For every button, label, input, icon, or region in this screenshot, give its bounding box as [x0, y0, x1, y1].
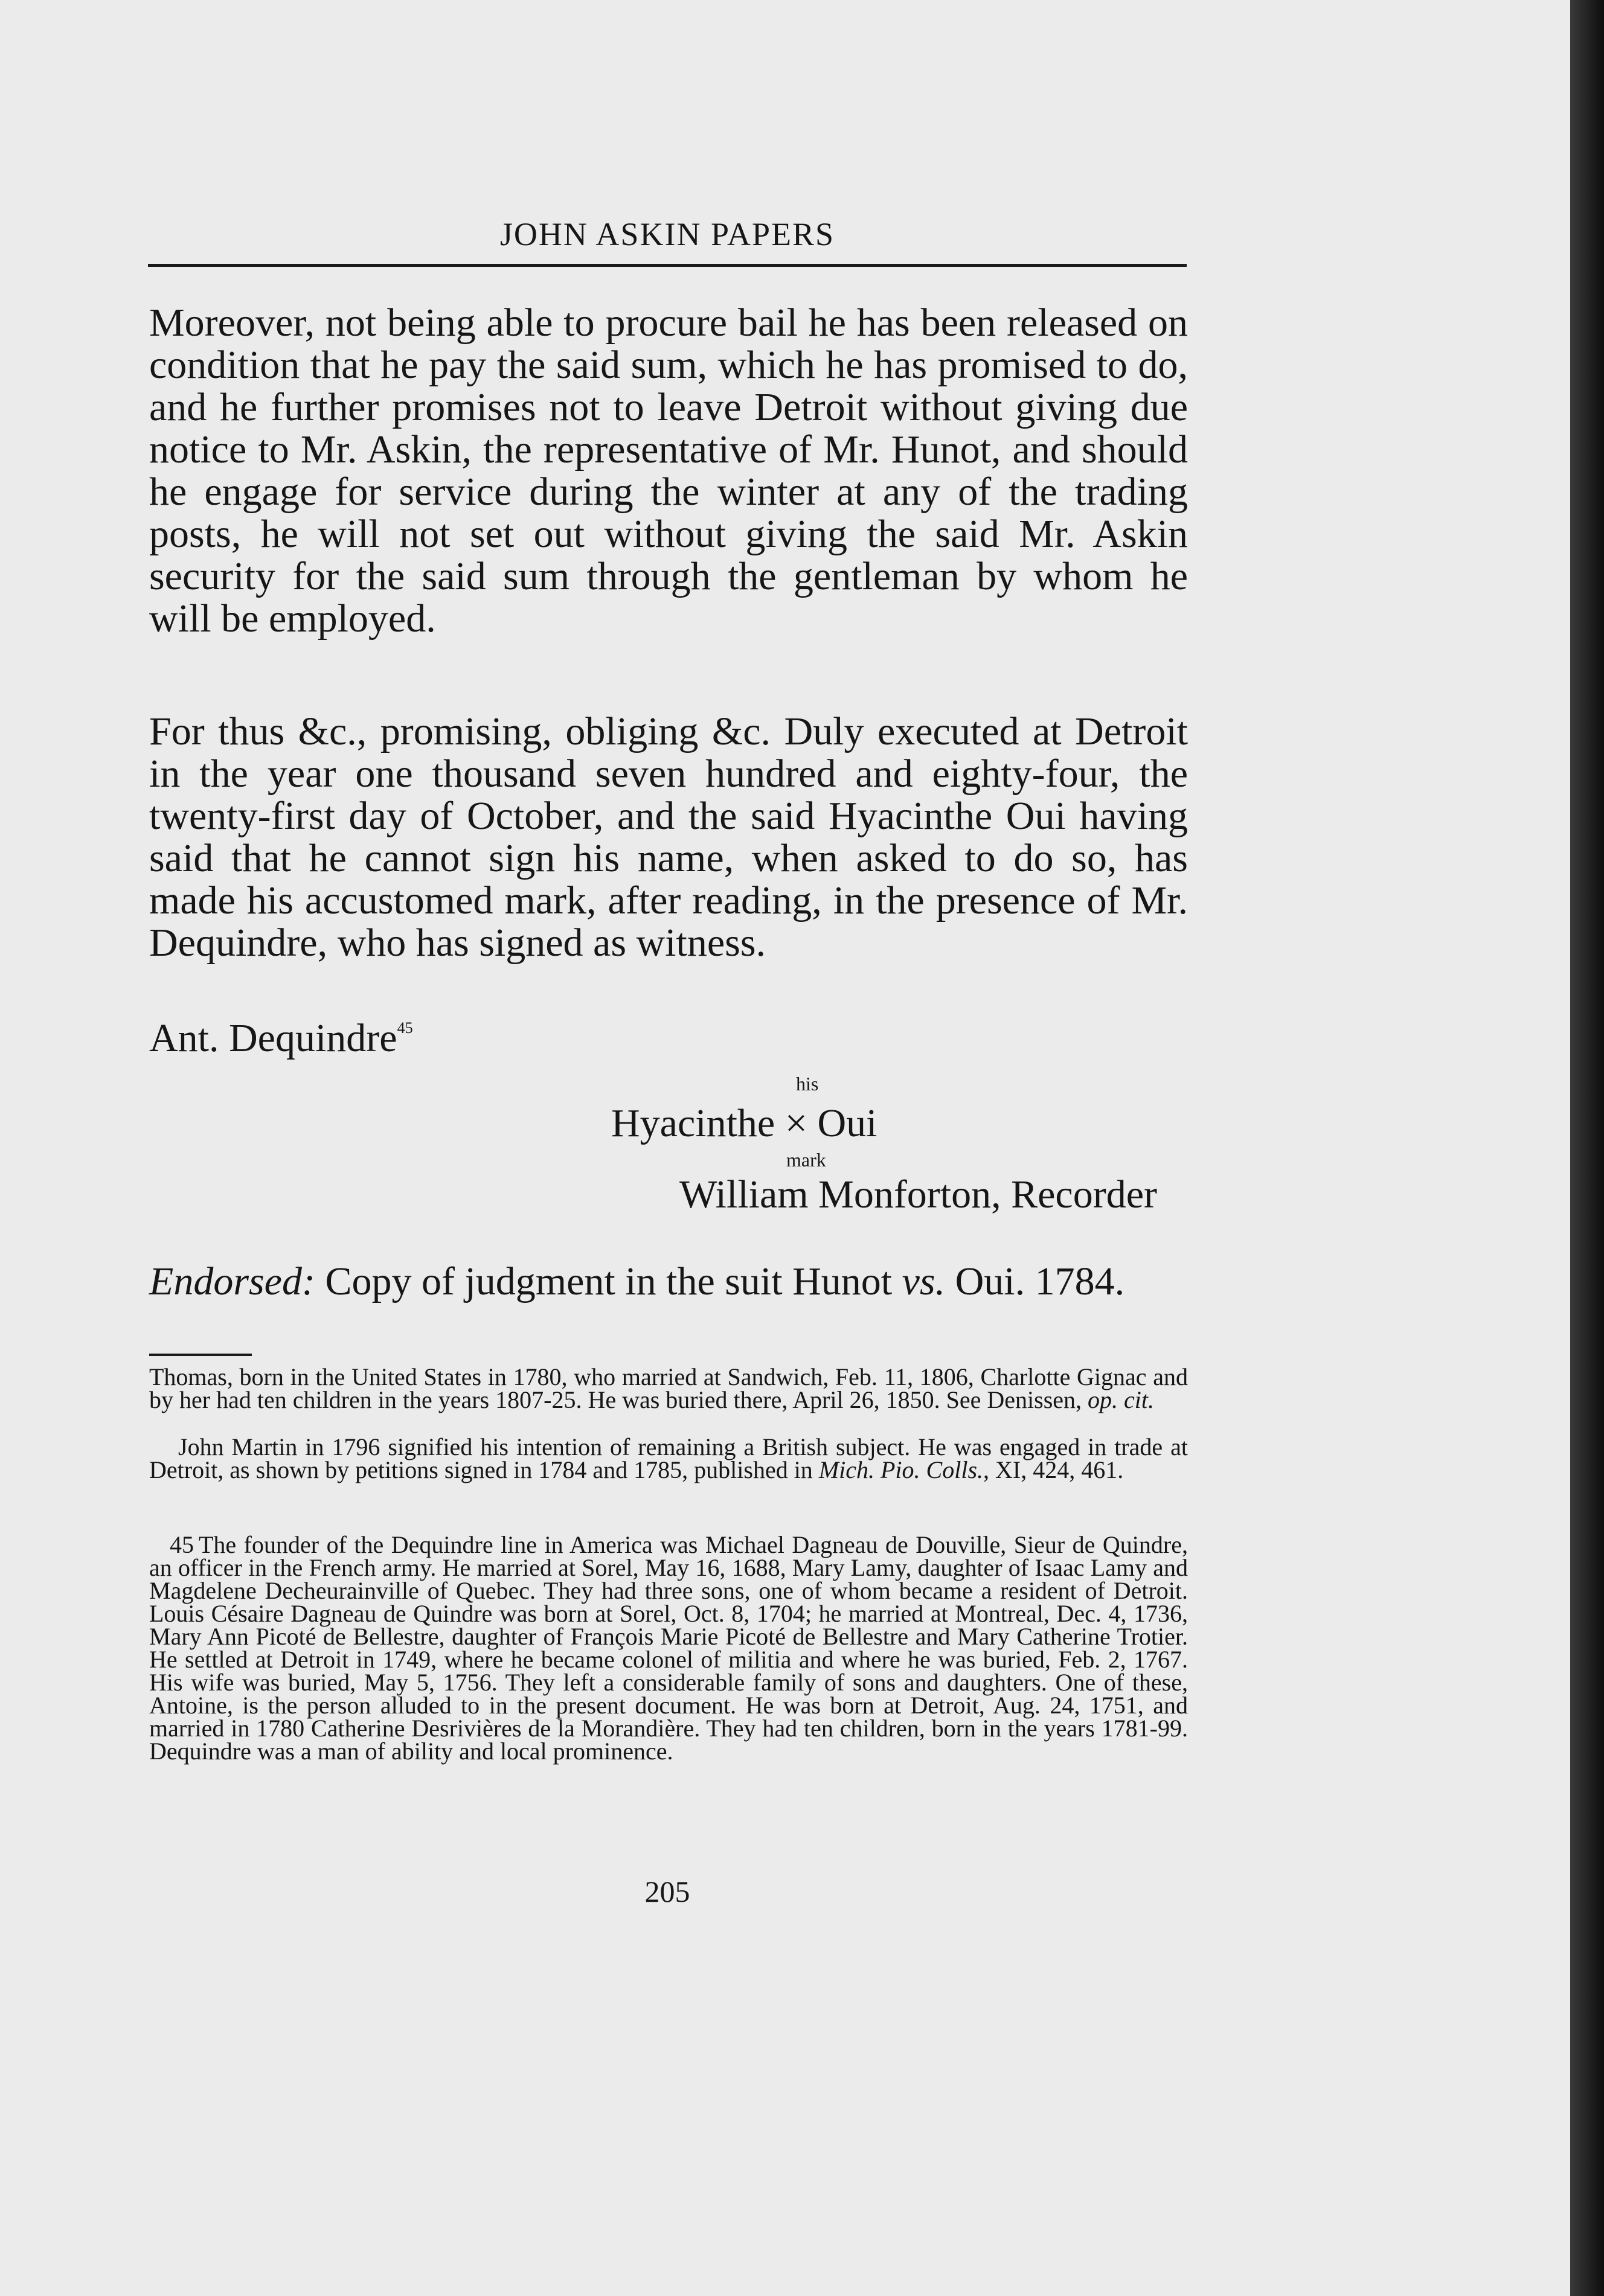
- footnote-text: The founder of the Dequindre line in America was Michael Dagneau de Douville, Sieur de Quindre, an officer in the French army. He married at Sorel, May 16, 1688, Mary Lamy, daughter of Isaac Lamy and Magdelene Decheurainville of Quebec. They had three sons, one of whom became a resident of Detroit. Louis Césaire Dagneau de Quindre was born at Sorel, Oct. 8, 1704; he married at Montreal, Dec. 4, 1736, Mary Ann Picoté de Bellestre, daughter of François Marie Picoté de Bellestre and Mary Catherine Trotier. He settled at Detroit in 1749, where he became colonel of militia and where he was buried, Feb. 2, 1767. His wife was buried, May 5, 1756. They left a considerable family of sons and daughters. One of these, Antoine, is the person alluded to in the present document. He was born at Detroit, Aug. 24, 1751, and married in 1780 Catherine Desrivières de la Morandière. They had ten children, born in the years 1781-99. Dequindre was a man of ability and local prominence.: [149, 1531, 1188, 1765]
- endorsement-label: Endorsed:: [149, 1259, 315, 1303]
- footnote-text: John Martin in 1796 signified his intention of remaining a British subject. He was engaged in trade at Detroit, as shown by petitions signed in 1784 and 1785, published in: [149, 1433, 1188, 1483]
- body-paragraph-1: Moreover, not being able to procure bail he has been released on condition that he pay the said sum, which he has promised to do, and he further promises not to leave Detroit without giving due notice to Mr. Askin, the representative of Mr. Hunot, and should he engage for service during the winter at any of the trading posts, he will not set out without giving the said Mr. Askin security for the said sum through the gentleman by whom he will be employed.: [149, 301, 1188, 641]
- footnote-continued-a: [149, 1363, 1188, 1413]
- endorsement: [149, 1261, 1188, 1303]
- footnote-45: [149, 1533, 1188, 1763]
- endorsement-text: Copy of judgment in the suit Hunot: [325, 1259, 893, 1303]
- witness-signature: [149, 1007, 413, 1060]
- footnote-citation: Mich. Pio. Colls.: [818, 1456, 984, 1483]
- footnote-continued-b: [149, 1433, 1188, 1483]
- recorder-signature: William Monforton, Recorder: [679, 1172, 1157, 1217]
- footnote-text: Thomas, born in the United States in 1780, who married at Sandwich, Feb. 11, 1806, Charlotte Gignac and by her had ten children in the years 1807-25. He was buried there, April 26, 1850. See Denissen,: [149, 1363, 1188, 1413]
- footnote-text: , XI, 424, 461.: [983, 1456, 1124, 1483]
- footnote-ref-45: 45: [397, 1019, 413, 1037]
- page-edge-shadow: [1570, 0, 1604, 2296]
- header-rule: [148, 264, 1187, 267]
- footnote-citation: op. cit.: [1088, 1386, 1155, 1413]
- signer-name: Hyacinthe × Oui: [611, 1101, 877, 1145]
- witness-name: Ant. Dequindre: [149, 1016, 397, 1060]
- running-head: JOHN ASKIN PAPERS: [499, 216, 835, 252]
- signature-his-label: his: [796, 1073, 819, 1095]
- footnote-rule: [149, 1354, 252, 1356]
- footnote-number: 45: [170, 1531, 194, 1558]
- signature-mark-label: mark: [786, 1149, 826, 1171]
- endorsement-vs: vs.: [902, 1259, 946, 1303]
- body-paragraph-2: For thus &c., promising, obliging &c. Duly executed at Detroit in the year one thousand seven hundred and eighty-four, the twenty-first day of October, and the said Hyacinthe Oui having said that he cannot sign his name, when asked to do so, has made his accustomed mark, after reading, in the presence of Mr. Dequindre, who has signed as witness.: [149, 709, 1188, 965]
- endorsement-text-end: Oui. 1784.: [955, 1259, 1125, 1303]
- page-number: 205: [644, 1875, 690, 1908]
